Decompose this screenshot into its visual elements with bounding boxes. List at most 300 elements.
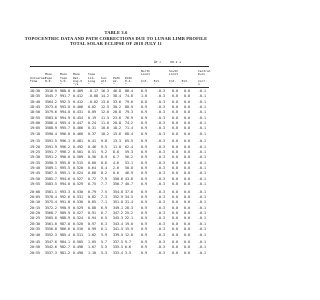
- table-cell: 0.9: [141, 240, 147, 245]
- table-cell: 16.3: [101, 89, 109, 93]
- table-cell: 6.9: [101, 205, 107, 210]
- table-cell: 74.8: [125, 94, 133, 99]
- table-cell: 347.2: [113, 211, 123, 216]
- table-cell: 0.9: [141, 166, 147, 171]
- table-cell: 991.8: [60, 200, 70, 205]
- table-cell: 0.0: [184, 126, 190, 131]
- table-cell: -0.3: [157, 105, 165, 110]
- table-cell: 76.9: [125, 115, 133, 120]
- table-cell: 18:50: [30, 110, 40, 115]
- table-cell: 0.0: [172, 160, 178, 165]
- table-cell: 0.0: [172, 171, 178, 176]
- table-cell: -0.1: [198, 245, 206, 250]
- table-cell: 0.0: [184, 139, 190, 144]
- table-cell: 20:55: [30, 250, 40, 255]
- table-cell: 3585.7: [45, 176, 57, 181]
- table-cell: -0.1: [198, 160, 206, 165]
- table-cell: 43.8: [125, 176, 133, 181]
- table-cell: 88.4: [125, 89, 133, 93]
- table-cell: 0.19: [88, 115, 96, 120]
- table-cell: 982.7: [60, 245, 70, 250]
- column-header-moon-rel-ang-v: Rel.: [73, 75, 81, 80]
- header-rule-top: [30, 66, 209, 67]
- table-cell: -0.3: [157, 227, 165, 232]
- table-cell: 0.0: [172, 126, 178, 131]
- column-header-path-az: Az.: [113, 78, 119, 83]
- table-cell: 26.8: [113, 110, 121, 115]
- table-cell: -0.08: [88, 94, 98, 99]
- table-cell: 0.0: [172, 245, 178, 250]
- table-cell: 9.7: [125, 240, 131, 245]
- table-cell: 3588.9: [45, 126, 57, 131]
- table-cell: 989.9: [60, 211, 70, 216]
- table-cell: 3564.2: [45, 99, 57, 104]
- table-cell: 0.530: [73, 200, 83, 205]
- table-cell: 6.6: [125, 245, 131, 250]
- table-cell: 0.412: [73, 99, 83, 104]
- table-cell: 0.0: [184, 94, 190, 99]
- table-cell: 20:40: [30, 232, 40, 237]
- table-cell: 25.2: [125, 211, 133, 216]
- table-cell: 0.0: [184, 155, 190, 160]
- column-header-central-durn: Corr.: [198, 78, 208, 83]
- table-cell: -0.1: [198, 232, 206, 237]
- table-cell: 0.31: [88, 126, 96, 131]
- table-cell: 46.9: [125, 171, 133, 176]
- table-cell: 34.5: [125, 195, 133, 200]
- column-unit: "/s: [73, 82, 79, 86]
- table-cell: 46.8: [113, 89, 121, 93]
- table-cell: 0.466: [73, 131, 83, 136]
- table-cell: 354.8: [113, 189, 123, 194]
- table-cell: 19:05: [30, 126, 40, 131]
- table-cell: 349.1: [113, 205, 123, 210]
- table-cell: 993.3: [60, 189, 70, 194]
- table-cell: 0.9: [141, 189, 147, 194]
- table-cell: 358.6: [113, 176, 123, 181]
- column-header-moon-rel-ang-v: Ang.V: [73, 78, 83, 83]
- table-cell: 0.9: [141, 176, 147, 181]
- table-cell: 0.0: [184, 99, 190, 104]
- table-cell: 28.3: [125, 205, 133, 210]
- table-cell: 339.5: [113, 232, 123, 237]
- column-header-moon-topo-sd: S.D.: [60, 78, 68, 83]
- table-cell: 5.7: [101, 240, 107, 245]
- table-cell: 0.0: [184, 232, 190, 237]
- table-cell: 0.9: [141, 245, 147, 250]
- table-cell: -0.3: [157, 144, 165, 149]
- table-cell: 996.1: [60, 139, 70, 144]
- table-cell: 20:25: [30, 216, 40, 221]
- table-cell: 988.8: [60, 89, 70, 93]
- table-cell: -0.1: [198, 221, 206, 226]
- column-header-north-limit: North: [141, 69, 151, 74]
- table-title-line1: TOPOCENTRIC DATA AND PATH CORRECTIONS DUE TO LUNAR LIMB PROFILE: [24, 35, 208, 41]
- table-cell: 0.0: [184, 160, 190, 165]
- table-cell: 0.02: [88, 105, 96, 110]
- table-cell: 10.6: [101, 126, 109, 131]
- table-cell: 0.0: [184, 200, 190, 205]
- table-cell: 984.1: [60, 240, 70, 245]
- table-cell: 18:30: [30, 89, 40, 93]
- table-cell: 0.0: [184, 205, 190, 210]
- table-cell: 38.4: [113, 94, 121, 99]
- column-header-moon-rel-ang-v: Moon: [73, 72, 81, 77]
- table-cell: 3587.5: [45, 171, 57, 176]
- table-cell: -0.3: [157, 110, 165, 115]
- table-cell: 19:30: [30, 155, 40, 160]
- table-cell: 356.7: [113, 182, 123, 187]
- table-cell: 0.0: [184, 171, 190, 176]
- table-cell: -0.1: [198, 121, 206, 126]
- table-cell: -0.1: [198, 211, 206, 216]
- table-cell: 3572.2: [45, 205, 57, 210]
- table-cell: 18:55: [30, 115, 40, 120]
- column-header-time: Time: [30, 78, 38, 83]
- table-cell: -0.1: [198, 139, 206, 144]
- column-header-moon-topo-hp: H.P.: [45, 78, 53, 83]
- table-cell: 0.509: [73, 155, 83, 160]
- table-cell: 0.0: [172, 227, 178, 232]
- table-cell: 20:20: [30, 211, 40, 216]
- table-cell: 20:50: [30, 245, 40, 250]
- table-cell: 7.5: [101, 189, 107, 194]
- table-cell: 0.0: [184, 144, 190, 149]
- table-cell: 0.529: [73, 182, 83, 187]
- table-cell: 31.4: [125, 200, 133, 205]
- table-cell: 0.09: [88, 110, 96, 115]
- table-cell: 995.7: [60, 126, 70, 131]
- table-cell: -0.1: [198, 144, 206, 149]
- column-header-path-pa: Path: [125, 75, 133, 80]
- table-cell: 987.8: [60, 221, 70, 226]
- table-cell: -0.3: [157, 221, 165, 226]
- table-cell: 0.0: [172, 94, 178, 99]
- column-header-topo-lib-long: Long: [88, 78, 96, 83]
- table-cell: 0.9: [141, 227, 147, 232]
- table-cell: 0.9: [141, 115, 147, 120]
- table-cell: -0.3: [157, 189, 165, 194]
- table-cell: 0.0: [184, 211, 190, 216]
- table-cell: 0.68: [88, 171, 96, 176]
- table-cell: 0.0: [172, 221, 178, 226]
- table-cell: 19:40: [30, 166, 40, 171]
- table-cell: 0.9: [141, 211, 147, 216]
- table-cell: -0.1: [198, 189, 206, 194]
- table-cell: 8.4: [101, 166, 107, 171]
- table-cell: 0.0: [172, 250, 178, 255]
- column-header-south-limit: Int. Ext.: [169, 78, 189, 83]
- table-cell: -0.1: [198, 131, 206, 136]
- table-cell: 3578.4: [45, 195, 57, 200]
- table-cell: 6.1: [101, 227, 107, 232]
- table-cell: -0.3: [157, 195, 165, 200]
- table-cell: -0.3: [157, 245, 165, 250]
- table-cell: 15.6: [113, 131, 121, 136]
- table-cell: 0.9: [141, 131, 147, 136]
- table-cell: 6.7: [101, 211, 107, 216]
- table-cell: 3561.0: [45, 221, 57, 226]
- table-cell: -0.1: [198, 195, 206, 200]
- table-cell: 1.02: [88, 232, 96, 237]
- table-cell: 3581.1: [45, 189, 57, 194]
- table-cell: -0.3: [157, 89, 165, 93]
- table-cell: 0.0: [172, 139, 178, 144]
- table-cell: -0.3: [157, 160, 165, 165]
- table-cell: 8.9: [101, 155, 107, 160]
- table-cell: -0.1: [198, 250, 206, 255]
- table-cell: 994.9: [60, 115, 70, 120]
- table-cell: 7.3: [101, 195, 107, 200]
- table-cell: 11.5: [101, 115, 109, 120]
- table-cell: 0.9: [141, 216, 147, 221]
- table-cell: 0.0: [184, 221, 190, 226]
- table-cell: 12.8: [125, 232, 133, 237]
- table-cell: 23.6: [113, 115, 121, 120]
- table-cell: 0.0: [184, 216, 190, 221]
- table-cell: 80.9: [125, 105, 133, 110]
- table-cell: -0.3: [157, 232, 165, 237]
- table-cell: 18:35: [30, 94, 40, 99]
- table-cell: 0.9: [141, 182, 147, 187]
- table-cell: -0.1: [198, 205, 206, 210]
- table-cell: 20:35: [30, 227, 40, 232]
- table-cell: 20:45: [30, 240, 40, 245]
- column-unit: ' ': [141, 82, 156, 86]
- table-cell: 0.406: [73, 105, 83, 110]
- table-cell: 19.0: [125, 221, 133, 226]
- table-label: TABLE 3.6: [104, 30, 128, 35]
- table-cell: 0.466: [73, 126, 83, 131]
- table-cell: 995.8: [60, 160, 70, 165]
- table-cell: 20:10: [30, 200, 40, 205]
- table-cell: 33.6: [113, 99, 121, 104]
- table-cell: 0.0: [172, 166, 178, 171]
- table-cell: 0.0: [184, 240, 190, 245]
- table-cell: 0.530: [73, 189, 83, 194]
- table-cell: 0.0: [172, 240, 178, 245]
- table-cell: 20.8: [113, 121, 121, 126]
- table-cell: 1.07: [88, 245, 96, 250]
- header-rule-bottom: [30, 87, 209, 88]
- column-header-moon-topo-sd: Topo: [60, 75, 68, 80]
- table-cell: 0.454: [73, 115, 83, 120]
- table-cell: 0.9: [141, 232, 147, 237]
- table-cell: 0.46: [88, 144, 96, 149]
- table-cell: 337.5: [113, 240, 123, 245]
- table-cell: 50.0: [125, 166, 133, 171]
- table-cell: 0.0: [172, 105, 178, 110]
- table-cell: 0.447: [73, 121, 83, 126]
- table-cell: 0.51: [88, 150, 96, 155]
- table-cell: 0.515: [73, 160, 83, 165]
- column-header-central-durn: Durn.: [198, 72, 208, 77]
- table-cell: 0.0: [184, 131, 190, 136]
- table-cell: 19:45: [30, 171, 40, 176]
- table-cell: 981.2: [60, 250, 70, 255]
- table-cell: 0.0: [172, 189, 178, 194]
- table-cell: 3591.5: [45, 139, 57, 144]
- table-cell: -0.3: [157, 182, 165, 187]
- table-cell: 0.412: [73, 94, 83, 99]
- column-header-moon-topo-hp: Moon: [45, 72, 53, 77]
- table-cell: 0.37: [88, 131, 96, 136]
- table-cell: 0.9: [141, 110, 147, 115]
- table-cell: 0.0: [184, 150, 190, 155]
- table-cell: -0.1: [198, 240, 206, 245]
- table-cell: 3589.1: [45, 166, 57, 171]
- table-cell: 0.0: [184, 250, 190, 255]
- table-cell: 3583.0: [45, 115, 57, 120]
- table-cell: 3575.4: [45, 200, 57, 205]
- table-cell: 0.9: [141, 171, 147, 176]
- table-cell: 0.531: [73, 195, 83, 200]
- table-cell: 3591.2: [45, 155, 57, 160]
- table-cell: 0.82: [88, 195, 96, 200]
- table-cell: 994.0: [60, 110, 70, 115]
- table-cell: 0.0: [172, 115, 178, 120]
- table-cell: 68.4: [125, 131, 133, 136]
- table-cell: 0.498: [73, 245, 83, 250]
- table-cell: 56.2: [125, 155, 133, 160]
- table-cell: 6.3: [101, 221, 107, 226]
- table-cell: 0.9: [141, 205, 147, 210]
- table-cell: 5.9: [101, 232, 107, 237]
- table-cell: 0.0: [184, 121, 190, 126]
- table-cell: -0.3: [157, 126, 165, 131]
- table-cell: 40.7: [125, 182, 133, 187]
- table-cell: 19:00: [30, 121, 40, 126]
- table-cell: 0.481: [73, 139, 83, 144]
- table-cell: 0.0: [172, 110, 178, 115]
- table-cell: 18:45: [30, 105, 40, 110]
- table-cell: 59.3: [125, 150, 133, 155]
- table-cell: 0.0: [172, 195, 178, 200]
- table-cell: 0.524: [73, 216, 83, 221]
- table-cell: 7.9: [101, 176, 107, 181]
- table-cell: 3590.4: [45, 131, 57, 136]
- table-cell: 0.9: [141, 89, 147, 93]
- column-header-moon-topo-sd: Moon: [60, 72, 68, 77]
- table-cell: 0.0: [172, 89, 178, 93]
- table-cell: 996.2: [60, 150, 70, 155]
- table-cell: -0.3: [157, 250, 165, 255]
- table-cell: -0.3: [157, 211, 165, 216]
- table-cell: -0.3: [157, 99, 165, 104]
- table-cell: 0.8: [141, 99, 147, 104]
- table-cell: 19:15: [30, 139, 40, 144]
- table-cell: 0.72: [88, 176, 96, 181]
- table-cell: 13.6: [101, 99, 109, 104]
- table-cell: 0.0: [184, 105, 190, 110]
- table-cell: 10.2: [101, 131, 109, 136]
- table-cell: 18.2: [113, 126, 121, 131]
- table-cell: 991.7: [60, 94, 70, 99]
- table-cell: 79.6: [125, 99, 133, 104]
- table-cell: 3590.3: [45, 160, 57, 165]
- table-cell: 7.7: [101, 182, 107, 187]
- table-cell: 53.1: [125, 160, 133, 165]
- table-cell: 11.0: [113, 144, 121, 149]
- table-cell: 995.5: [60, 166, 70, 171]
- table-cell: -0.3: [157, 166, 165, 171]
- table-cell: 0.0: [172, 155, 178, 160]
- table-cell: 351.0: [113, 200, 123, 205]
- table-cell: 0.0: [172, 216, 178, 221]
- table-cell: 985.4: [60, 232, 70, 237]
- delta-t-line: ΔT = 69.2 s: [154, 60, 182, 64]
- table-cell: 0.529: [73, 205, 83, 210]
- column-unit: °: [125, 82, 127, 86]
- table-cell: 0.0: [172, 232, 178, 237]
- table-cell: 19:20: [30, 144, 40, 149]
- table-cell: 3547.6: [45, 240, 57, 245]
- table-cell: 0.41: [88, 139, 96, 144]
- table-cell: 19:50: [30, 176, 40, 181]
- table-cell: 3568.7: [45, 211, 57, 216]
- table-cell: 0.0: [172, 121, 178, 126]
- table-cell: 995.1: [60, 171, 70, 176]
- table-cell: 65.5: [125, 139, 133, 144]
- table-cell: 335.5: [113, 245, 123, 250]
- table-cell: 0.0: [172, 200, 178, 205]
- table-cell: 0.91: [88, 211, 96, 216]
- table-cell: -0.3: [157, 121, 165, 126]
- table-cell: 0.97: [88, 221, 96, 226]
- table-cell: 22.1: [125, 216, 133, 221]
- table-cell: 0.492: [73, 144, 83, 149]
- table-cell: 0.524: [73, 171, 83, 176]
- table-cell: 2.6: [113, 166, 119, 171]
- table-cell: 0.9: [141, 144, 147, 149]
- table-cell: 9.8: [101, 139, 107, 144]
- table-cell: -0.3: [157, 115, 165, 120]
- table-cell: 0.520: [73, 221, 83, 226]
- table-cell: -0.3: [157, 216, 165, 221]
- table-cell: -0.3: [157, 176, 165, 181]
- table-cell: 15.9: [125, 227, 133, 232]
- table-cell: 0.0: [172, 182, 178, 187]
- table-cell: 1.10: [88, 250, 96, 255]
- table-cell: 3542.6: [45, 245, 57, 250]
- table-cell: 0.9: [141, 155, 147, 160]
- table-cell: 993.8: [60, 105, 70, 110]
- table-cell: 74.2: [125, 121, 133, 126]
- table-cell: 8.6: [101, 160, 107, 165]
- table-cell: 12.5: [101, 105, 109, 110]
- table-cell: 0.0: [184, 89, 190, 93]
- table-cell: -0.3: [157, 139, 165, 144]
- table-cell: 3537.3: [45, 250, 57, 255]
- table-cell: 0.505: [73, 240, 83, 245]
- table-cell: 0.9: [141, 105, 147, 110]
- table-cell: 3586.4: [45, 121, 57, 126]
- table-cell: 990.9: [60, 205, 70, 210]
- table-title-line2: TOTAL SOLAR ECLIPSE OF 2018 JULY 11: [70, 41, 162, 47]
- table-cell: 0.85: [88, 200, 96, 205]
- table-cell: 20:05: [30, 195, 40, 200]
- table-cell: -0.3: [157, 205, 165, 210]
- table-cell: 996.2: [60, 144, 70, 149]
- column-unit: ": [60, 82, 62, 86]
- table-cell: -0.1: [198, 166, 206, 171]
- table-cell: 996.0: [60, 131, 70, 136]
- table-cell: 1.0: [141, 94, 147, 99]
- title-block: [0, 30, 232, 47]
- table-cell: 0.431: [73, 110, 83, 115]
- table-cell: 333.4: [113, 250, 123, 255]
- table-cell: 0.9: [141, 139, 147, 144]
